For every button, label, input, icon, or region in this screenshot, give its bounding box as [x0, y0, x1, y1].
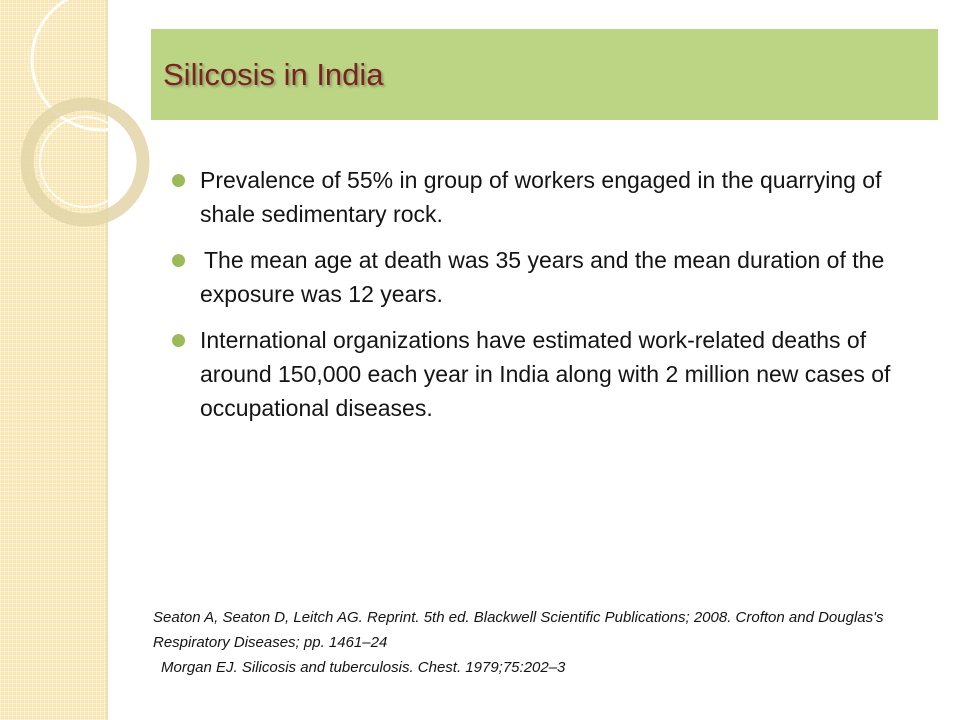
bullet-item [172, 243, 942, 311]
bullet-list [172, 163, 942, 437]
reference-item: Morgan EJ. Silicosis and tuberculosis. Chest. 1979;75:202–3 [161, 659, 566, 676]
decorative-rings [0, 0, 150, 260]
references [153, 605, 943, 680]
slide-title: Silicosis in India [163, 57, 384, 92]
title-bar [151, 29, 938, 120]
bullet-dot-icon [172, 174, 185, 187]
bullet-item [172, 323, 942, 425]
reference-item: Seaton A, Seaton D, Leitch AG. Reprint. 5th ed. Blackwell Scientific Publications; 2008. Crofton and Douglas's Respiratory Diseases; pp. 1461–24 [153, 609, 884, 651]
bullet-dot-icon [172, 254, 185, 267]
bullet-text: Prevalence of 55% in group of workers engaged in the quarrying of shale sedimentary rock. [200, 167, 882, 227]
bullet-item [172, 163, 942, 231]
bullet-text: The mean age at death was 35 years and the mean duration of the exposure was 12 years. [200, 247, 885, 307]
bullet-dot-icon [172, 334, 185, 347]
bullet-text: International organizations have estimated work-related deaths of around 150,000 each year in India along with 2 million new cases of occupational diseases. [200, 327, 891, 421]
